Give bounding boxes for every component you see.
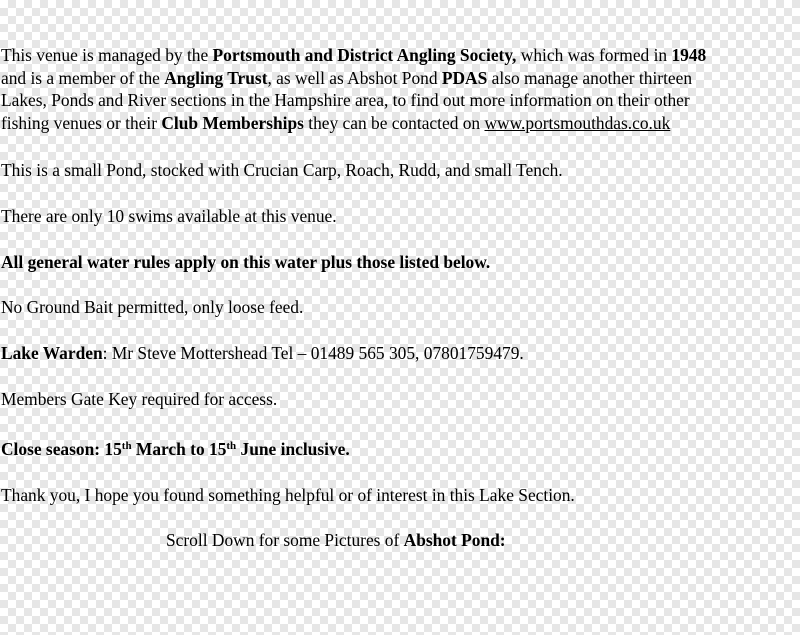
water-rules-heading bbox=[1, 251, 490, 274]
ground-bait-rule: No Ground Bait permitted, only loose feed. bbox=[1, 297, 304, 317]
angling-trust-name: Angling Trust bbox=[164, 67, 268, 88]
ordinal-suffix: th bbox=[121, 440, 132, 452]
scroll-down-paragraph bbox=[166, 529, 506, 552]
ordinal-suffix: th bbox=[226, 440, 237, 452]
lake-warden-paragraph bbox=[1, 342, 524, 365]
close-season-part: June inclusive. bbox=[236, 439, 350, 459]
lake-warden-contact: : Mr Steve Mottershead Tel – 01489 565 305, 07801759479. bbox=[102, 343, 524, 363]
intro-text: , as well as Abshot Pond bbox=[267, 67, 442, 88]
intro-paragraph bbox=[1, 44, 706, 135]
intro-text: Lakes, Ponds and River sections in the Hampshire area, to find out more information on their other bbox=[1, 90, 690, 111]
intro-text: fishing venues or their bbox=[1, 113, 162, 134]
founding-year: 1948 bbox=[671, 45, 707, 65]
gate-key-rule: Members Gate Key required for access. bbox=[1, 389, 278, 409]
close-season-part: Close season: 15 bbox=[1, 439, 122, 459]
close-season-text bbox=[1, 439, 350, 459]
stock-paragraph: This is a small Pond, stocked with Crucian Carp, Roach, Rudd, and small Tench. bbox=[1, 160, 563, 180]
society-website-link[interactable]: www.portsmouthdas.co.uk bbox=[484, 113, 671, 134]
intro-text: they can be contacted on bbox=[303, 113, 485, 134]
intro-text: This venue is managed by the bbox=[1, 45, 213, 65]
intro-text: and is a member of the bbox=[1, 67, 165, 88]
close-season-paragraph bbox=[1, 438, 350, 461]
water-rules-text: All general water rules apply on this water plus those listed below. bbox=[1, 252, 491, 272]
thank-you-paragraph: Thank you, I hope you found something helpful or of interest in this Lake Section. bbox=[1, 485, 575, 505]
lake-warden-label: Lake Warden bbox=[1, 343, 103, 363]
club-memberships: Club Memberships bbox=[161, 113, 304, 134]
close-season-part: March to 15 bbox=[131, 439, 227, 459]
pond-name: Abshot Pond: bbox=[403, 530, 506, 550]
scroll-down-text: Scroll Down for some Pictures of bbox=[166, 530, 404, 550]
intro-text: also manage another thirteen bbox=[487, 67, 693, 88]
swims-paragraph: There are only 10 swims available at this venue. bbox=[1, 206, 337, 226]
pdas-abbreviation: PDAS bbox=[441, 67, 488, 88]
intro-text: which was formed in bbox=[516, 45, 672, 65]
society-name: Portsmouth and District Angling Society, bbox=[212, 45, 517, 65]
